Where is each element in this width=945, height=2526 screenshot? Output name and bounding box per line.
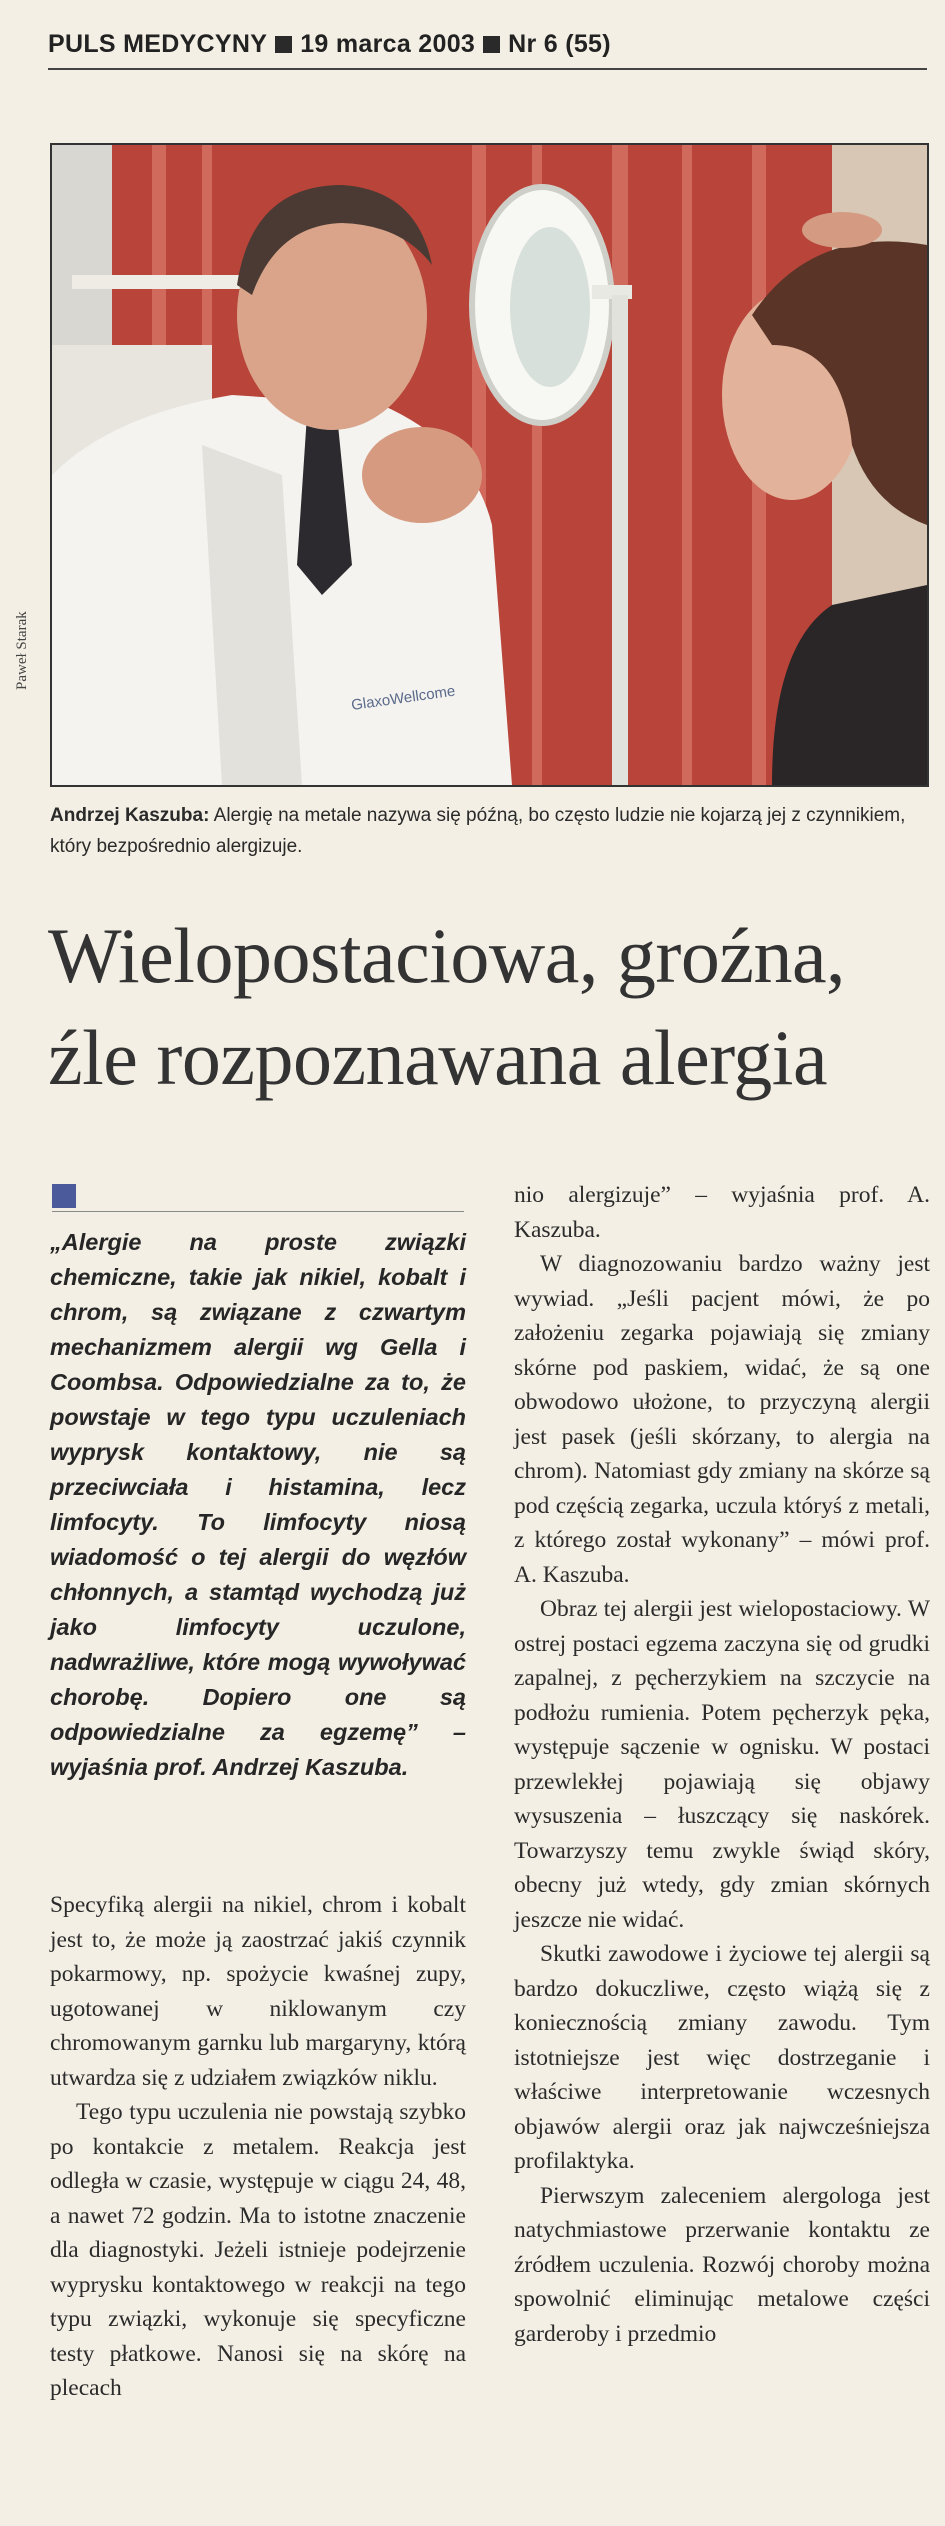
body-paragraph: Skutki zawodowe i życiowe tej alergii są bardzo dokuczliwe, często wiążą się z koniecznością zmiany zawodu. Tym istotniejsze jest więc dostrzeganie i właściwe interpretowanie wczesnych objawów alergii oraz jak najwcześniejsza profilaktyka. — [514, 1941, 930, 2174]
body-paragraph: Pierwszym zaleceniem alergologa jest natychmiastowe przerwanie kontaktu ze źródłem uczulenia. Rozwój choroby można spowolnić eliminując metalowe części garderoby i przedmio — [514, 2182, 930, 2347]
caption-person: Andrzej Kaszuba: — [50, 805, 210, 826]
body-paragraph: Specyfiką alergii na nikiel, chrom i kobalt jest to, że może ją zaostrzać jakiś czynnik pokarmowy, np. spożycie kwaśnej zupy, ugotowanej w niklowanym czy chromowanym garnku lub margaryny, którą utwardza się z udziałem związków niklu. — [50, 1892, 466, 2091]
body-column-1 — [50, 1888, 466, 2406]
coat-logo-text: GlaxoWellcome — [350, 682, 457, 714]
body-column-2 — [514, 1178, 930, 2351]
issue-number: Nr 6 (55) — [508, 30, 611, 58]
caption-text: Alergię na metale nazywa się późną, bo często ludzie nie kojarzą jej z czynnikiem, który bezpośrednio alergizuje. — [50, 805, 906, 857]
header-divider — [48, 68, 927, 70]
section-marker-square-icon — [52, 1184, 76, 1208]
masthead — [48, 30, 925, 59]
body-paragraph: W diagnozowaniu bardzo ważny jest wywiad. „Jeśli pacjent mówi, że po założeniu zegarka pojawiają się zmiany skórne pod paskiem, widać, że są one obwodowo ułożone, to przyczyną alergii jest pasek (jeśli skórzany, to alergia na chrom). Natomiast gdy zmiany na skórze są pod częścią zegarka, uczula któryś z metali, z którego został wykonany” – mówi prof. A. Kaszuba. — [514, 1251, 930, 1588]
photo-caption — [50, 800, 930, 862]
body-paragraph: Tego typu uczulenia nie powstają szybko po kontakcie z metalem. Reakcja jest odległa w czasie, występuje w ciągu 24, 48, a nawet 72 godzin. Ma to istotne znaczenie dla diagnostyki. Jeżeli istnieje podejrzenie wyprysku kontaktowego w reakcji na tego typu związki, wykonuje się specyficzne testy płatkowe. Nanosi się na skórę na plecach — [50, 2099, 466, 2401]
lead-paragraph: „Alergie na proste związki chemiczne, takie jak nikiel, kobalt i chrom, są związane z czwartym mechanizmem alergii wg Gella i Coombsa. Odpowiedzialne za to, że powstaje w tego typu uczuleniach wyprysk kontaktowy, nie są przeciwciała i histamina, lecz limfocyty. To limfocyty niosą wiadomość o tej alergii do węzłów chłonnych, a stamtąd wychodzą już jako limfocyty uczulone, nadwrażliwe, które mogą wywoływać chorobę. Dopiero one są odpowiedzialne za egzemę” – wyjaśnia prof. Andrzej Kaszuba. — [50, 1229, 466, 1780]
article-photo — [50, 143, 929, 787]
column-rule — [52, 1211, 464, 1212]
headline-line-2: źle rozpoznawana alergia — [48, 1014, 828, 1101]
publication-name: PULS MEDYCYNY — [48, 30, 268, 58]
headline-line-1: Wielopostaciowa, groźna, — [48, 912, 846, 999]
body-paragraph: nio alergizuje” – wyjaśnia prof. A. Kaszuba. — [514, 1182, 930, 1243]
page-bottom-fade — [0, 2496, 945, 2526]
issue-date: 19 marca 2003 — [300, 30, 476, 58]
photo-credit: Paweł Starak — [14, 611, 30, 690]
article-headline — [48, 905, 933, 1109]
separator-square-icon — [275, 36, 292, 53]
body-paragraph: Obraz tej alergii jest wielopostaciowy. W ostrej postaci egzema zaczyna się od grudki zapalnej, z pęcherzykiem na szczycie na podłożu rumienia. Potem pęcherzyk pęka, występuje sączenie w ognisku. W postaci przewlekłej pojawiają się objawy wysuszenia – łuszczący się naskórek. Towarzyszy temu zwykle świąd skóry, obecny już wtedy, gdy zmian skórnych jeszcze nie widać. — [514, 1596, 930, 1933]
separator-square-icon — [483, 36, 500, 53]
